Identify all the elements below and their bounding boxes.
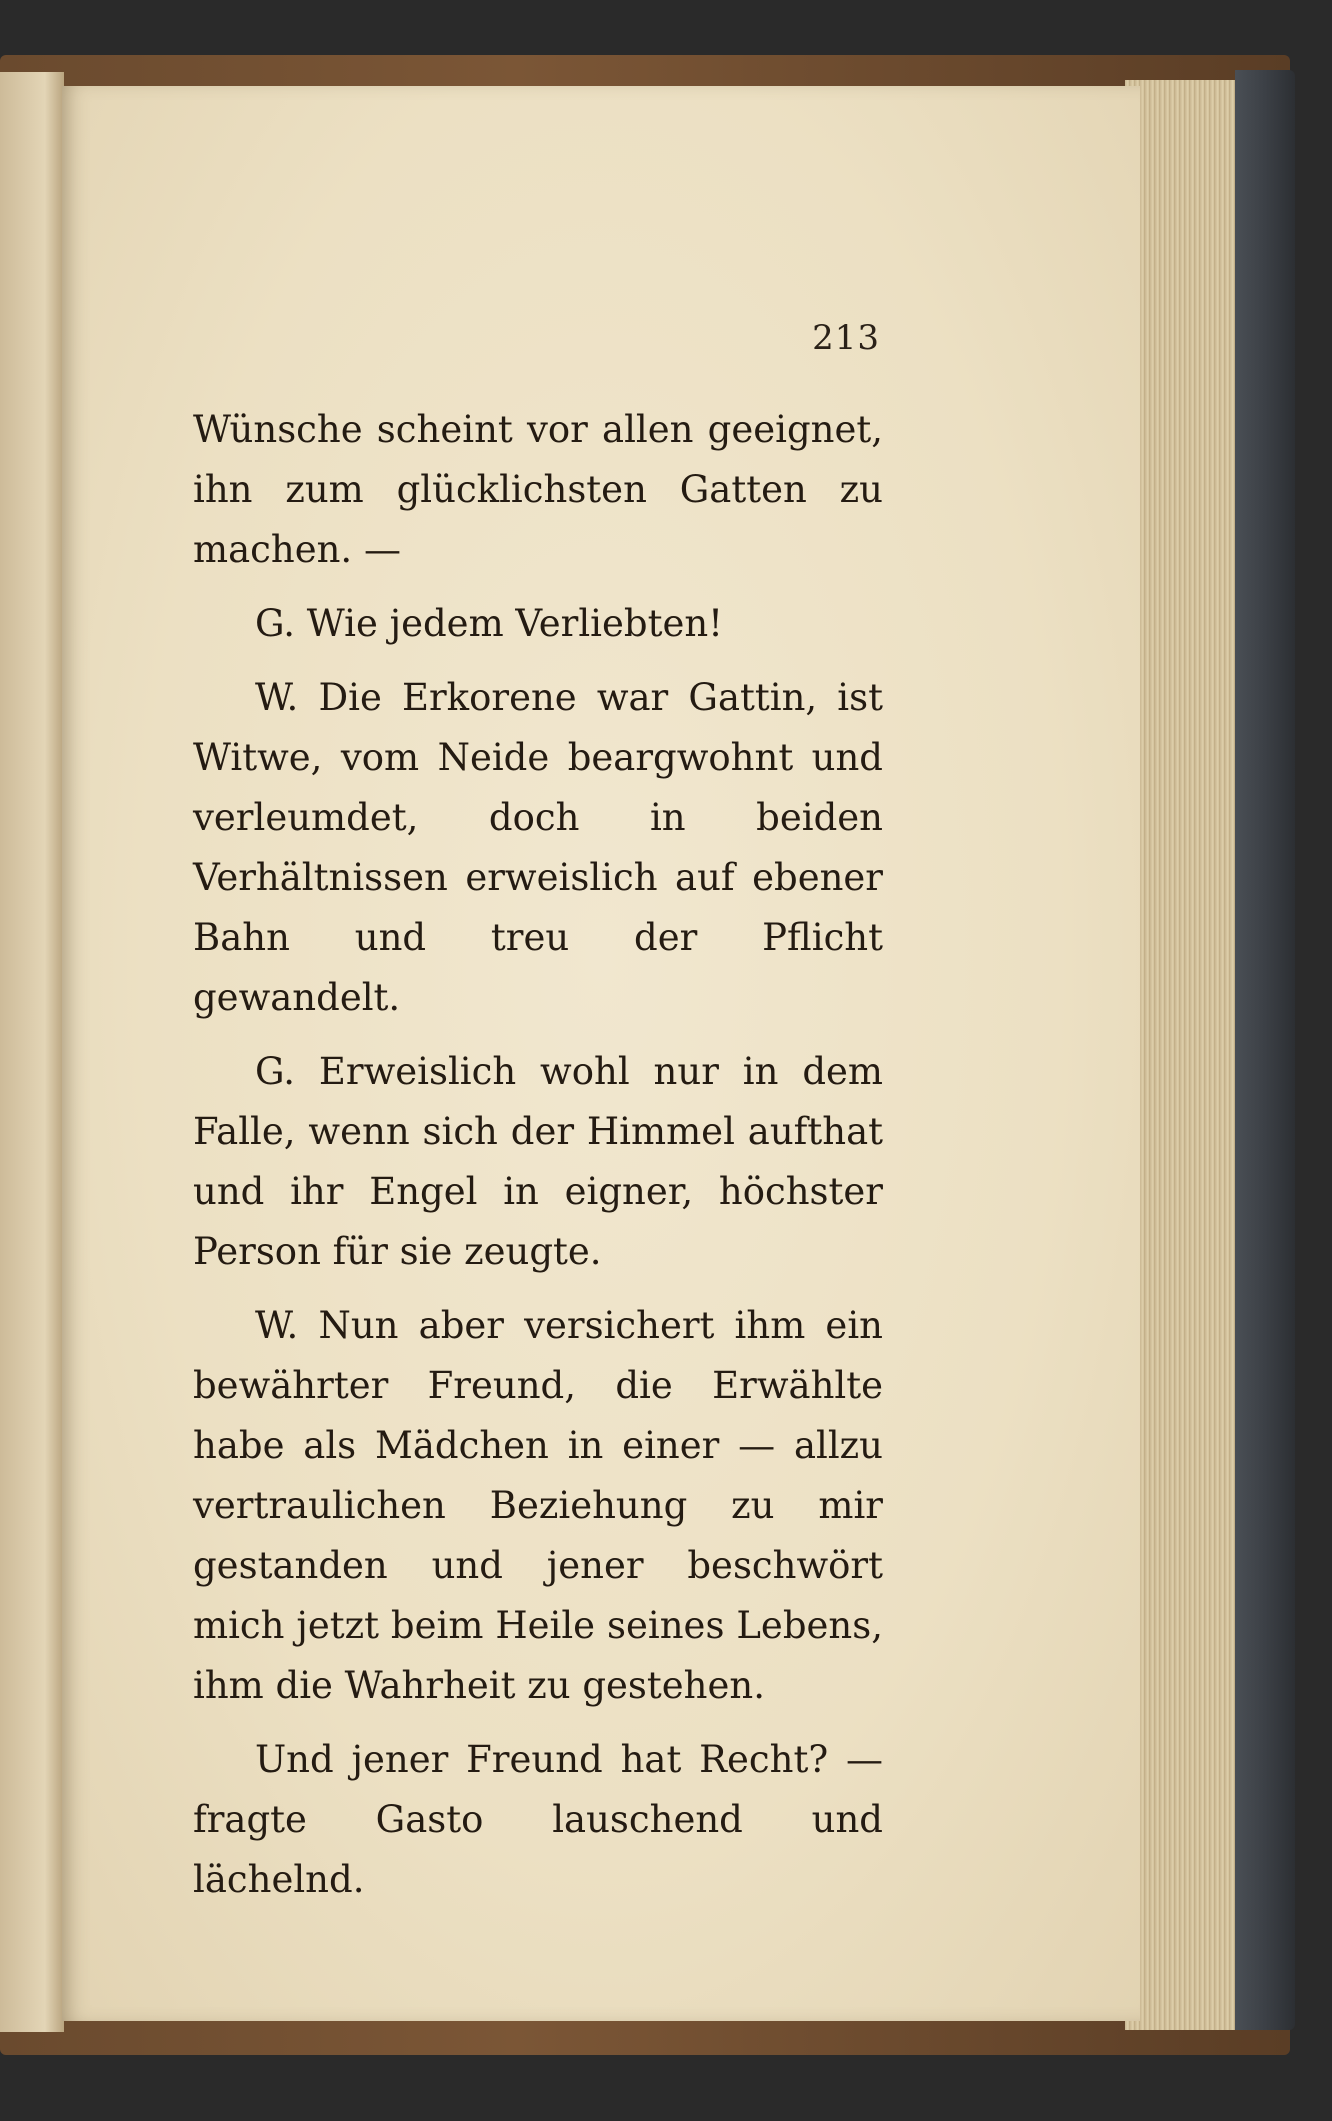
paragraph-narration: Und jener Freund hat Recht? — fragte Gasto lauschend und lächelnd.: [193, 1738, 883, 1901]
paragraph-dialogue: W. Die Erkorene war Gattin, ist Witwe, vom Neide beargwohnt und verleumdet, doch in beiden Verhältnissen erweislich auf ebener Bahn und treu der Pflicht gewandelt.: [193, 676, 883, 1019]
paragraph-dialogue: G. Wie jedem Verliebten!: [255, 602, 724, 645]
page-number: 213: [812, 318, 880, 358]
page-text: [193, 400, 883, 1924]
page-stack-edge: [1125, 80, 1235, 2030]
previous-page-edge: [0, 72, 64, 2032]
book-edge: [1235, 70, 1295, 2030]
paragraph-continuation: Wünsche scheint vor allen geeignet, ihn zum glücklichsten Gatten zu machen. —: [193, 408, 883, 571]
paragraph-dialogue: G. Erweislich wohl nur in dem Falle, wenn sich der Himmel aufthat und ihr Engel in eigner, höchster Person für sie zeugte.: [193, 1050, 883, 1273]
paragraph-dialogue: W. Nun aber versichert ihm ein bewährter Freund, die Erwählte habe als Mädchen in einer — allzu vertraulichen Beziehung zu mir gestanden und jener beschwört mich jetzt beim Heile seines Lebens, ihm die Wahrheit zu gestehen.: [193, 1304, 883, 1707]
